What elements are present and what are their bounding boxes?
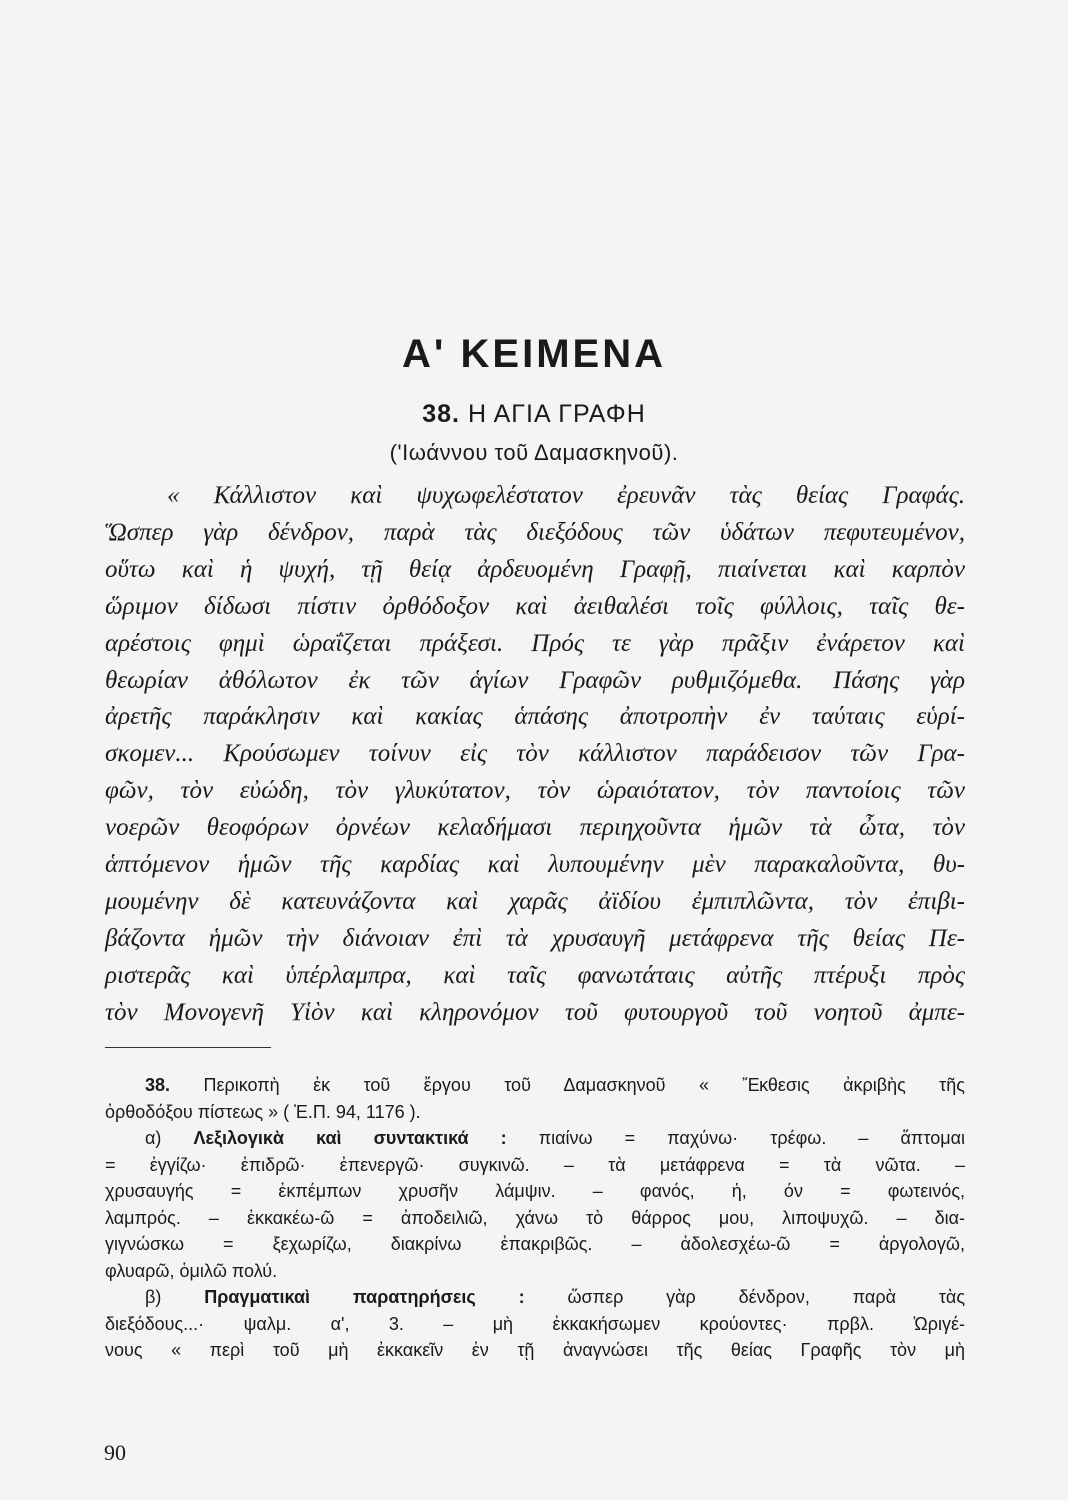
chapter-number: 38. bbox=[422, 400, 460, 428]
chapter-subtitle: ('Ιωάννου τοῦ Δαμασκηνοῦ). bbox=[389, 440, 679, 465]
text-line: οὕτω καὶ ἡ ψυχή, τῇ θείᾳ ἀρδευομένη Γραφῇ, πιαίνεται καὶ καρπὸν bbox=[105, 555, 965, 583]
text-line: ὥριμον δίδωσι πίστιν ὀρθόδοξον καὶ ἀειθαλέσι τοῖς φύλλοις, ταῖς θε- bbox=[105, 592, 965, 620]
footnote-line: χρυσαυγής = ἐκπέμπων χρυσῆν λάμψιν. – φανός, ἡ, όν = φωτεινός, bbox=[105, 1181, 965, 1201]
chapter-title: Η ΑΓΙΑ ΓΡΑΦΗ bbox=[467, 400, 646, 428]
footnote-separator bbox=[105, 1047, 271, 1048]
text-line: σκομεν... Κρούσωμεν τοίνυν εἰς τὸν κάλλιστον παράδεισον τῶν Γρα- bbox=[105, 740, 965, 768]
text-line: ἁπτόμενον ἡμῶν τῆς καρδίας καὶ λυπουμένην μὲν παρακαλοῦντα, θυ- bbox=[105, 851, 965, 879]
text-line: θεωρίαν ἀθόλωτον ἐκ τῶν ἁγίων Γραφῶν ρυθμιζόμεθα. Πάσης γὰρ bbox=[105, 666, 965, 694]
footnote-line: 38. Περικοπὴ ἐκ τοῦ ἔργου τοῦ Δαμασκηνοῦ « Ἔκθεσις ἀκριβὴς τῆς bbox=[145, 1075, 965, 1095]
main-text bbox=[105, 478, 965, 1032]
footnote-line: α) Λεξιλογικὰ καὶ συντακτικά : πιαίνω = παχύνω· τρέφω. – ἅπτομαι bbox=[145, 1128, 965, 1148]
text-line: ἀρετῆς παράκλησιν καὶ κακίας ἁπάσης ἀποτροπὴν ἐν ταύταις εὑρί- bbox=[105, 703, 965, 731]
note-heading: Λεξιλογικὰ καὶ συντακτικά : bbox=[193, 1128, 507, 1148]
footnote-number: 38. bbox=[145, 1075, 171, 1095]
note-label: α) bbox=[145, 1128, 162, 1148]
text-line: βάζοντα ἡμῶν τὴν διάνοιαν ἐπὶ τὰ χρυσαυγῆ μετάφρενα τῆς θείας Πε- bbox=[105, 924, 965, 952]
footnote-line: γιγνώσκω = ξεχωρίζω, διακρίνω ἐπακριβῶς. – ἀδολεσχέω-ῶ = ἀργολογῶ, bbox=[105, 1234, 965, 1254]
footnote-line: λαμπρός. – ἐκκακέω-ῶ = ἀποδειλιῶ, χάνω τὸ θάρρος μου, λιποψυχῶ. – δια- bbox=[105, 1207, 965, 1228]
note-heading: Πραγματικαὶ παρατηρήσεις : bbox=[204, 1287, 525, 1307]
text-line: νοερῶν θεοφόρων ὀρνέων κελαδήμασι περιηχοῦντα ἡμῶν τὰ ὦτα, τὸν bbox=[105, 814, 965, 842]
note-label: β) bbox=[145, 1287, 162, 1307]
chapter-heading bbox=[0, 400, 1068, 429]
text-line: μουμένην δὲ κατευνάζοντα καὶ χαρᾶς ἀϊδίου ἐμπιπλῶντα, τὸν ἐπιβι- bbox=[105, 887, 965, 915]
footnote-line: φλυαρῶ, ὁμιλῶ πολύ. bbox=[105, 1260, 278, 1281]
text-line: αρέστοις φημὶ ὡραΐζεται πράξεσι. Πρός τε γὰρ πρᾶξιν ἐνάρετον καὶ bbox=[105, 629, 965, 657]
text-line: « Κάλλιστον καὶ ψυχωφελέστατον ἐρευνᾶν τὰς θείας Γραφάς. bbox=[167, 482, 965, 509]
text-line: ριστερᾶς καὶ ὑπέρλαμπρα, καὶ ταῖς φανωτάταις αὐτῆς πτέρυξι πρὸς bbox=[105, 961, 965, 989]
footnote-line: ὀρθοδόξου πίστεως » ( Ἑ.Π. 94, 1176 ). bbox=[105, 1101, 421, 1122]
text-line: τὸν Μονογενῆ Υἱὸν καὶ κληρονόμον τοῦ φυτουργοῦ τοῦ νοητοῦ ἀμπε- bbox=[105, 998, 965, 1026]
section-title: Α' ΚΕΙΜΕΝΑ bbox=[402, 332, 666, 376]
footnote-line: νους « περὶ τοῦ μὴ ἐκκακεῖν ἐν τῇ ἀναγνώσει τῆς θείας Γραφῆς τὸν μὴ bbox=[105, 1340, 965, 1360]
page-number: 90 bbox=[104, 1440, 126, 1465]
footnote-line: β) Πραγματικαὶ παρατηρήσεις : ὥσπερ γὰρ δένδρον, παρὰ τὰς bbox=[145, 1287, 966, 1307]
footnotes bbox=[105, 1072, 965, 1364]
footnote-line: = ἐγγίζω· ἐπιδρῶ· ἐπενεργῶ· συγκινῶ. – τὰ μετάφρενα = τὰ νῶτα. – bbox=[105, 1154, 965, 1175]
text-line: Ὥσπερ γὰρ δένδρον, παρὰ τὰς διεξόδους τῶν ὑδάτων πεφυτευμένον, bbox=[105, 518, 965, 546]
footnote-line: διεξόδους...· ψαλμ. α', 3. – μὴ ἐκκακήσωμεν κρούοντες· πρβλ. Ὠριγέ- bbox=[105, 1313, 965, 1334]
text-line: φῶν, τὸν εὐώδη, τὸν γλυκύτατον, τὸν ὡραιότατον, τὸν παντοίοις τῶν bbox=[105, 777, 965, 805]
